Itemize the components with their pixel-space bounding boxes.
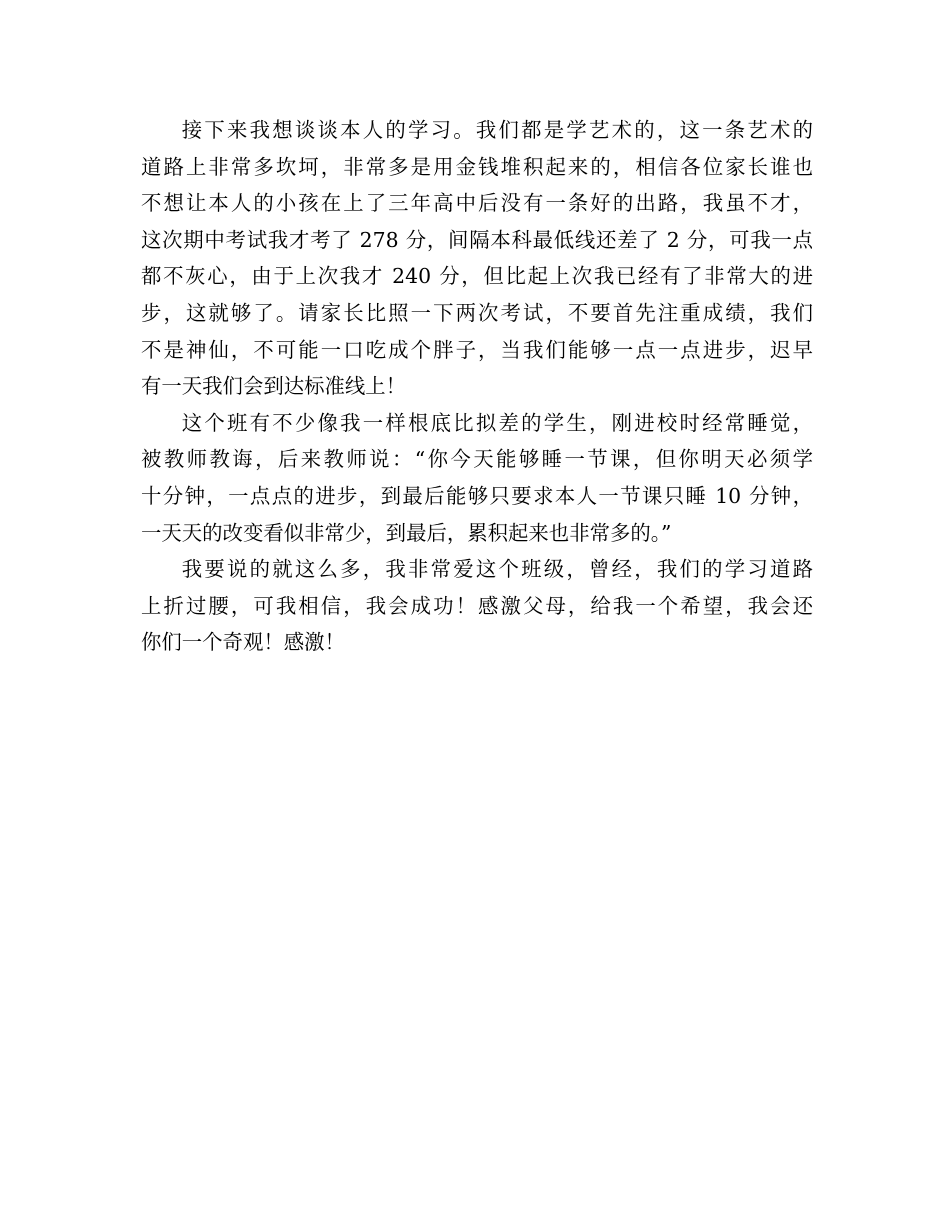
paragraph-2 <box>141 405 813 551</box>
text-line: 都不灰心，由于上次我才 240 分，但比起上次我已经有了非常大的进 <box>141 264 813 289</box>
text-line: 不想让本人的小孩在上了三年高中后没有一条好的出路，我虽不才， <box>141 191 813 216</box>
text-line: 这次期中考试我才考了 278 分，间隔本科最低线还差了 2 分，可我一点 <box>141 227 813 252</box>
text-line: 我要说的就这么多，我非常爱这个班级，曾经，我们的学习道路 <box>181 557 813 582</box>
text-line: 十分钟，一点点的进步，到最后能够只要求本人一节课只睡 10 分钟， <box>141 483 813 508</box>
text-line: 被教师教诲，后来教师说：“你今天能够睡一节课，但你明天必须学 <box>141 447 813 472</box>
text-line: 道路上非常多坎坷，非常多是用金钱堆积起来的，相信各位家长谁也 <box>141 154 813 179</box>
text-line: 你们一个奇观！感激！ <box>141 630 345 655</box>
paragraph-1 <box>141 112 813 405</box>
paragraph-3 <box>141 551 813 661</box>
text-line: 接下来我想谈谈本人的学习。我们都是学艺术的，这一条艺术的 <box>181 118 813 142</box>
text-line: 上折过腰，可我相信，我会成功！感激父母，给我一个希望，我会还 <box>141 593 813 618</box>
text-line: 步，这就够了。请家长比照一下两次考试，不要首先注重成绩，我们 <box>141 300 813 325</box>
text-line: 不是神仙，不可能一口吃成个胖子，当我们能够一点一点进步，迟早 <box>141 337 813 362</box>
text-line: 这个班有不少像我一样根底比拟差的学生，刚进校时经常睡觉， <box>181 410 813 435</box>
document-body <box>141 112 813 661</box>
text-line: 一天天的改变看似非常少，到最后，累积起来也非常多的。” <box>141 520 672 545</box>
text-line: 有一天我们会到达标准线上！ <box>141 374 407 399</box>
